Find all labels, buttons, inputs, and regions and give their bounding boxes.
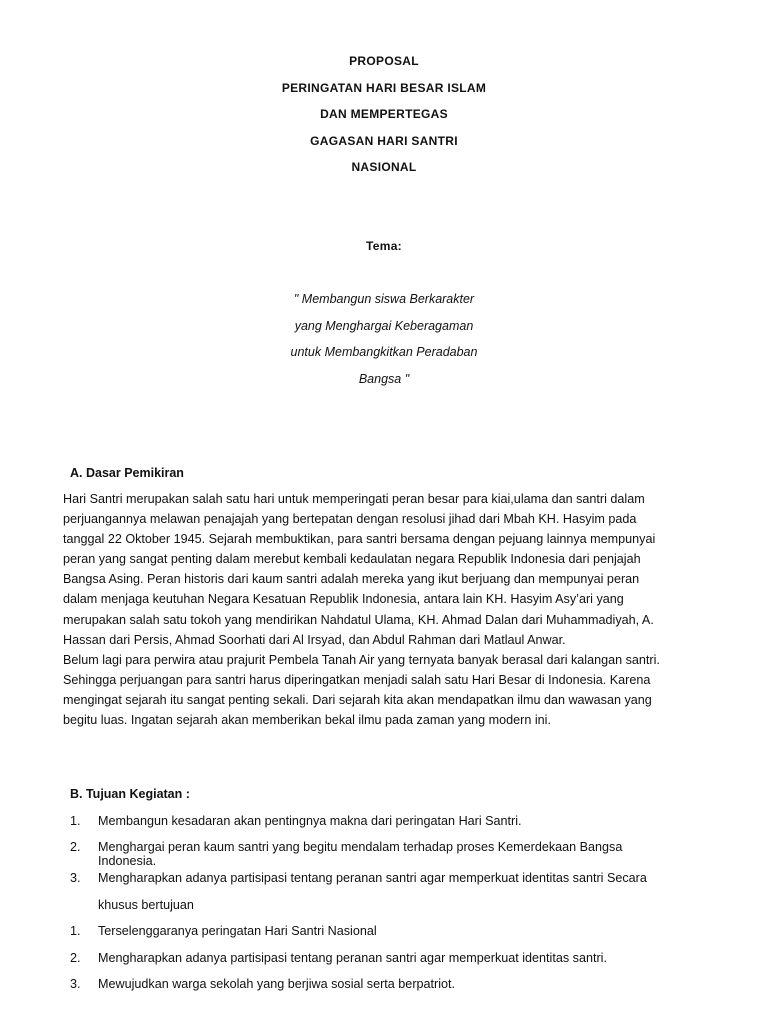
section-a-line: Hassan dari Persis, Ahmad Soorhati dari Al Irsyad, dan Abdul Rahman dari Matlaul Anwar. bbox=[63, 633, 566, 647]
doc-title-line-4: GAGASAN HARI SANTRI bbox=[310, 134, 458, 148]
list-item-text: Mengharapkan adanya partisipasi tentang peranan santri agar memperkuat identitas santri Secara bbox=[98, 871, 647, 885]
list-item-number: 3. bbox=[70, 977, 81, 991]
doc-title-line-3: DAN MEMPERTEGAS bbox=[320, 107, 448, 121]
theme-label: Tema: bbox=[366, 239, 402, 253]
theme-line-3: untuk Membangkitkan Peradaban bbox=[290, 345, 478, 359]
section-a-line: Hari Santri merupakan salah satu hari untuk memperingati peran besar para kiai,ulama dan santri dalam bbox=[63, 492, 645, 506]
section-a-line: begitu luas. Ingatan sejarah akan memberikan bekal ilmu pada zaman yang modern ini. bbox=[63, 713, 551, 727]
list-item-text-continued: Indonesia. bbox=[98, 854, 157, 868]
list-item-number: 2. bbox=[70, 840, 81, 854]
list-item-number: 2. bbox=[70, 951, 81, 965]
list-item-text: Terselenggaranya peringatan Hari Santri Nasional bbox=[98, 924, 377, 938]
section-a-line: perjuangannya melawan penajajah yang bertepatan dengan resolusi jihad dari Mbah KH. Hasyim pada bbox=[63, 512, 637, 526]
section-a-line: mengingat sejarah itu sangat penting sekali. Dari sejarah kita akan mendapatkan ilmu dan wawasan yang bbox=[63, 693, 652, 707]
list-item-number: 1. bbox=[70, 814, 81, 828]
section-a-line: Bangsa Asing. Peran historis dari kaum santri adalah mereka yang ikut berjuang dan mempunyai peran bbox=[63, 572, 640, 586]
doc-title-line-2: PERINGATAN HARI BESAR ISLAM bbox=[281, 81, 487, 95]
theme-line-2: yang Menghargai Keberagaman bbox=[294, 319, 474, 333]
section-a-line: Belum lagi para perwira atau prajurit Pembela Tanah Air yang ternyata banyak berasal dari kalangan santri. bbox=[63, 653, 660, 667]
list-continuation-text: khusus bertujuan bbox=[98, 898, 194, 912]
list-item-number: 3. bbox=[70, 871, 81, 885]
theme-line-4: Bangsa " bbox=[358, 372, 410, 386]
list-item-number: 1. bbox=[70, 924, 81, 938]
theme-line-1: " Membangun siswa Berkarakter bbox=[293, 292, 475, 306]
doc-title-line-1: PROPOSAL bbox=[349, 54, 419, 68]
section-a-line: peran yang sangat penting dalam merebut kembali kedaulatan negara Republik Indonesia dari penjajah bbox=[63, 552, 641, 566]
list-item-text: Mewujudkan warga sekolah yang berjiwa sosial serta berpatriot. bbox=[98, 977, 456, 991]
list-item-text: Menghargai peran kaum santri yang begitu mendalam terhadap proses Kemerdekaan Bangsa bbox=[98, 840, 623, 854]
list-item-text: Membangun kesadaran akan pentingnya makna dari peringatan Hari Santri. bbox=[98, 814, 522, 828]
section-a-line: Sehingga perjuangan para santri harus diperingatkan menjadi salah satu Hari Besar di Indonesia. Karena bbox=[63, 673, 651, 687]
section-a-line: merupakan salah satu tokoh yang mendirikan Nahdatul Ulama, KH. Ahmad Dalan dari Muhammadiyah, A. bbox=[63, 613, 654, 627]
doc-title-line-5: NASIONAL bbox=[351, 160, 417, 174]
section-a-line: tanggal 22 Oktober 1945. Sejarah membuktikan, para santri bersama dengan pejuang lainnya mempunyai bbox=[63, 532, 656, 546]
section-a-line: dalam menjaga keutuhan Negara Kesatuan Republik Indonesia, antara lain KH. Hasyim Asy’ari yang bbox=[63, 592, 624, 606]
list-item-text: Mengharapkan adanya partisipasi tentang peranan santri agar memperkuat identitas santri. bbox=[98, 951, 607, 965]
section-a-heading: A. Dasar Pemikiran bbox=[70, 466, 184, 480]
section-b-heading: B. Tujuan Kegiatan : bbox=[70, 787, 190, 801]
